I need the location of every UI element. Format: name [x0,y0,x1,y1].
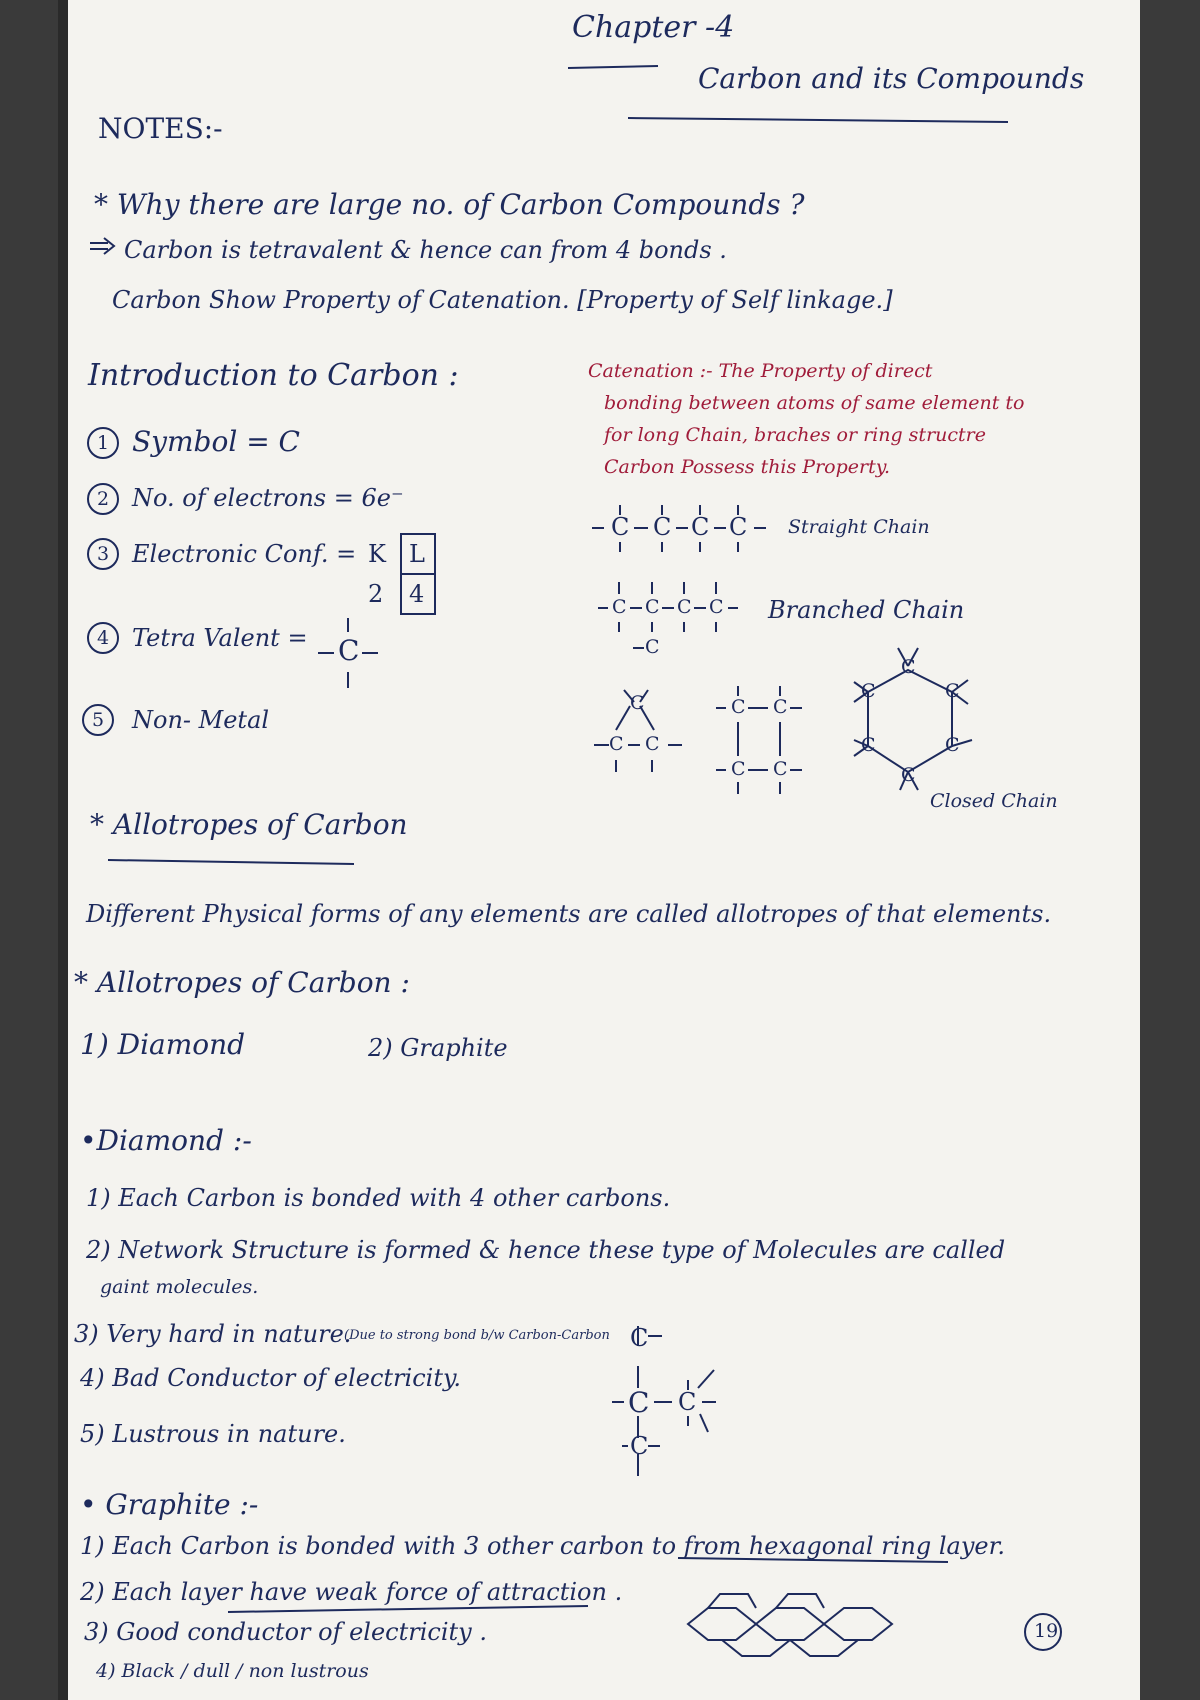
branch-c: C [645,596,660,618]
chain-c: C [611,513,630,541]
intro-item-5: Non- Metal [132,706,270,734]
intro-num-4: 4 [97,627,110,649]
graphite-point-4: 4) Black / dull / non lustrous [96,1660,369,1682]
closed-chain-label: Closed Chain [930,790,1058,812]
shell-k: K [368,540,386,568]
catenation-line-2: bonding between atoms of same element to [604,392,1025,414]
catenation-line-3: for long Chain, braches or ring structre [604,424,986,446]
diamond-point-4: 4) Bad Conductor of electricity. [80,1364,461,1392]
diamond-point-3-note: (Due to strong bond b/w Carbon-Carbon [344,1328,610,1343]
page-number: 19 [1034,1620,1059,1642]
chain-c: C [653,513,672,541]
diamond-c: C [630,1432,649,1460]
diamond-point-3: 3) Very hard in nature. [74,1320,352,1348]
ring-c: C [609,733,624,755]
diamond-point-1: 1) Each Carbon is bonded with 4 other carbons. [86,1184,671,1212]
allotropes-definition: Different Physical forms of any elements are called allotropes of that elements. [86,900,1052,928]
ring-c: C [861,680,876,702]
intro-num-3: 3 [97,543,110,565]
intro-num-1: 1 [97,432,110,454]
graphite-hexagons [688,1594,892,1656]
chapter-underline [568,66,658,68]
allotrope-graphite: 2) Graphite [368,1034,508,1062]
ring-c: C [901,656,916,678]
chapter-title: Carbon and its Compounds [698,62,1085,95]
ring-c: C [945,734,960,756]
branch-c: C [645,636,660,658]
ring-c: C [945,680,960,702]
chapter-label: Chapter -4 [572,10,735,45]
shell-k-count: 2 [368,580,384,608]
graphite-heading: • Graphite :- [80,1488,259,1521]
ring-c: C [731,758,746,780]
diamond-heading: •Diamond :- [80,1124,252,1157]
tetravalent-carbon: C [338,634,360,667]
ring-c: C [773,758,788,780]
diamond-center-c: C [628,1386,650,1419]
intro-num-2: 2 [97,488,110,510]
why-point-1: Carbon is tetravalent & hence can from 4 bonds . [124,236,727,264]
allotropes-heading-2: * Allotropes of Carbon : [74,966,410,999]
intro-item-3: Electronic Conf. = [132,540,357,568]
graphite-point-1: 1) Each Carbon is bonded with 3 other carbon to from hexagonal ring layer. [80,1532,1006,1560]
graphite-point-3: 3) Good conductor of electricity . [84,1618,487,1646]
graphite-point-2: 2) Each layer have weak force of attraction . [80,1578,623,1606]
diamond-point-2: 2) Network Structure is formed & hence these type of Molecules are called [86,1236,1006,1264]
allotropes-heading: * Allotropes of Carbon [90,808,408,841]
ring-square [716,686,802,794]
diamond-c: C [630,1324,649,1352]
notes-label: NOTES:- [98,112,223,145]
branch-c: C [677,596,692,618]
intro-num-5: 5 [92,709,105,731]
diamond-point-5: 5) Lustrous in nature. [80,1420,346,1448]
diamond-c: C [678,1388,697,1416]
ring-c: C [630,692,645,714]
chain-c: C [691,513,710,541]
shell-l: L [409,540,425,568]
catenation-line-4: Carbon Possess this Property. [604,456,890,478]
intro-item-2: No. of electrons = 6e⁻ [132,484,404,512]
ring-c: C [861,734,876,756]
allotrope-diamond: 1) Diamond [80,1028,246,1061]
attraction-underline [228,1606,588,1612]
chain-c: C [729,513,748,541]
ring-c: C [773,696,788,718]
straight-chain-label: Straight Chain [788,516,930,538]
implies-arrow [90,238,114,254]
intro-item-4: Tetra Valent = [132,624,308,652]
branch-c: C [612,596,627,618]
intro-heading: Introduction to Carbon : [88,358,459,393]
branch-c: C [709,596,724,618]
branched-chain-label: Branched Chain [768,596,965,624]
allotropes-underline [108,860,354,864]
ring-c: C [901,764,916,786]
ring-c: C [645,733,660,755]
ring-c: C [731,696,746,718]
shell-l-count: 4 [409,580,425,608]
title-underline [628,118,1008,122]
why-question: * Why there are large no. of Carbon Compounds ? [94,188,805,221]
catenation-line-1: Catenation :- The Property of direct [588,360,933,382]
diamond-point-2b: gaint molecules. [100,1276,259,1298]
why-point-2: Carbon Show Property of Catenation. [Property of Self linkage.] [112,286,893,314]
intro-item-1: Symbol = C [132,425,300,458]
notebook-page [58,0,1140,1700]
